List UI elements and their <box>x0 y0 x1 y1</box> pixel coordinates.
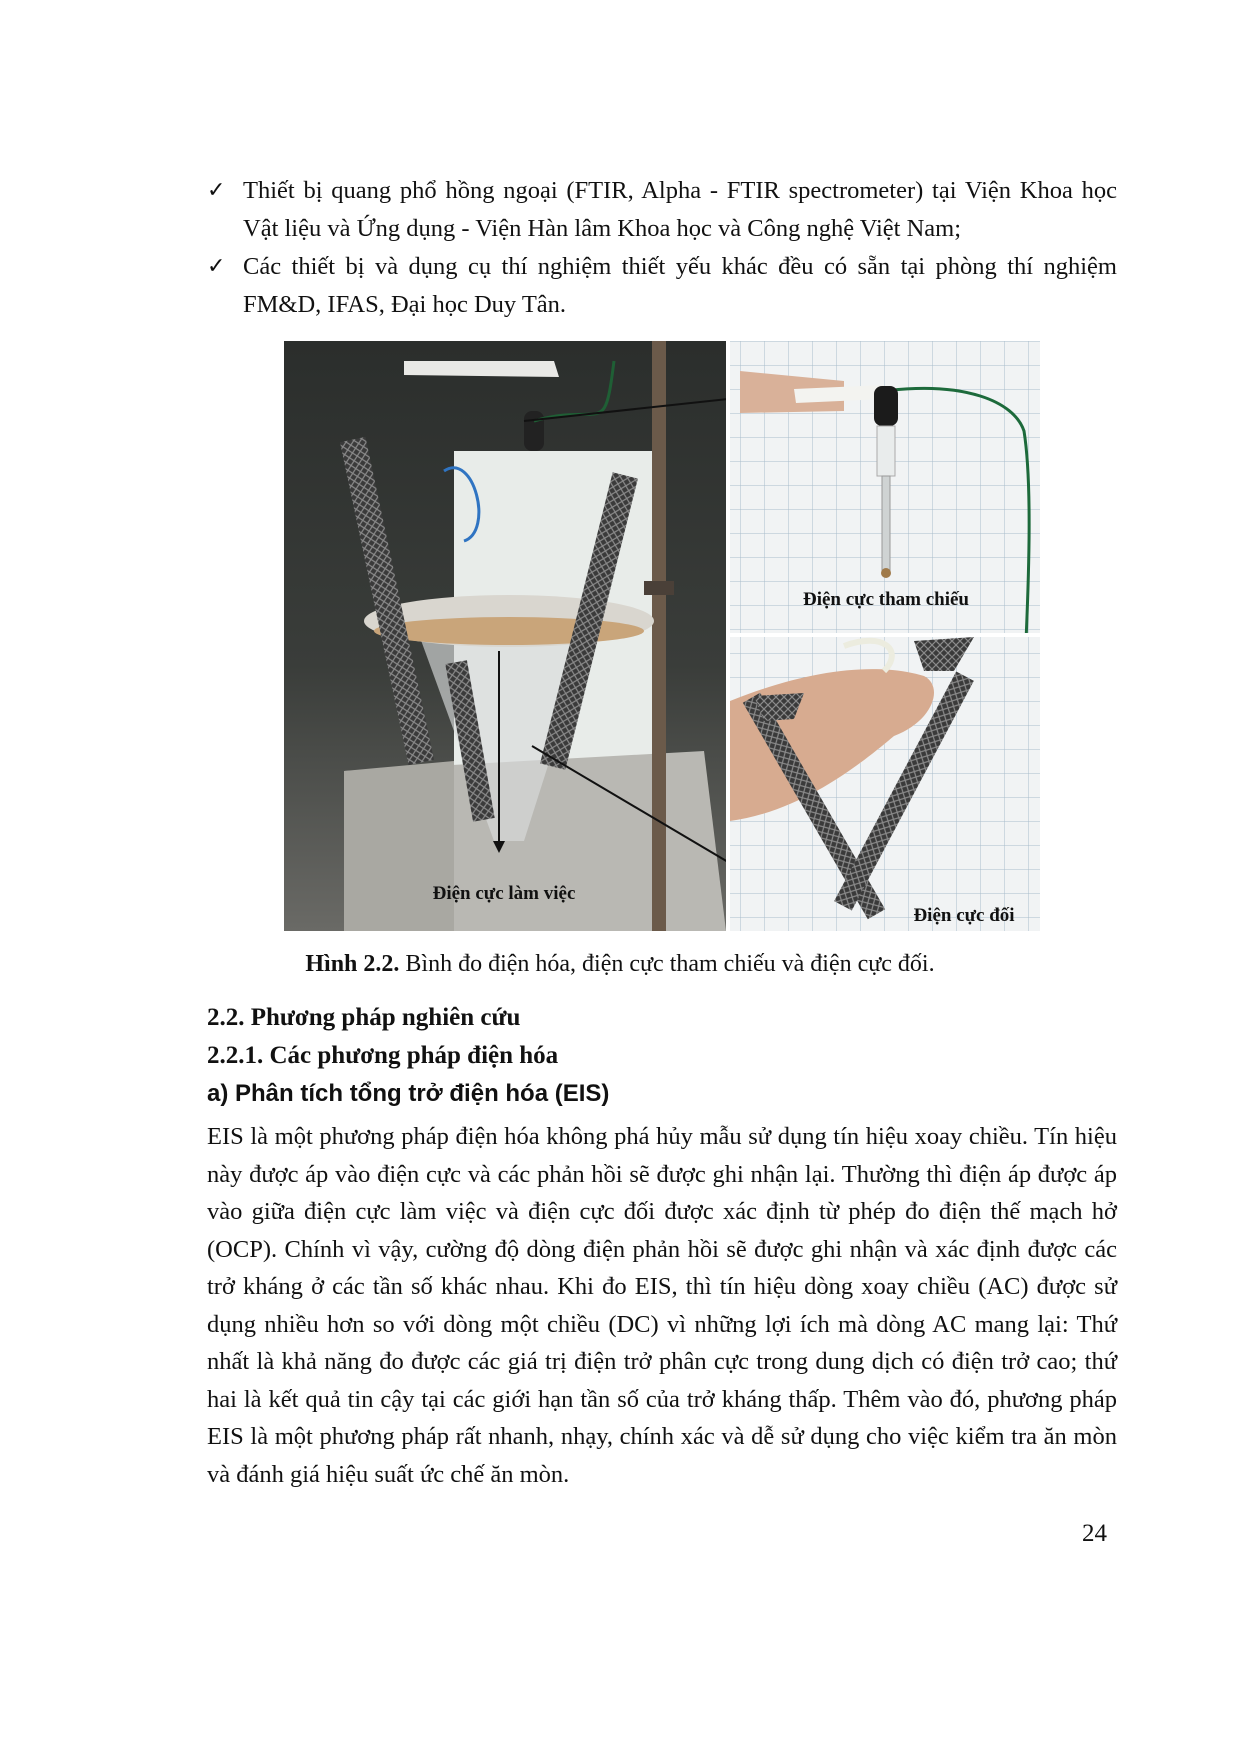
counter-electrode-photo <box>730 637 1040 931</box>
subsubsection-heading: a) Phân tích tổng trở điện hóa (EIS) <box>207 1080 610 1107</box>
figure-caption <box>0 951 1240 978</box>
body-paragraph: EIS là một phương pháp điện hóa không phá hủy mẫu sử dụng tín hiệu xoay chiều. Tín hiệu này được áp vào điện cực và các phản hồi sẽ được ghi nhận lại. Thường thì điện áp được áp vào giữa điện cực làm việc và điện cực đối được xác định từ phép đo điện thế mạch hở (OCP). Chính vì vậy, cường độ dòng điện phản hồi sẽ được ghi nhận và xác định được các trở kháng ở các tần số khác nhau. Khi đo EIS, thì tín hiệu dòng xoay chiều (AC) được sử dụng nhiều hơn so với dòng một chiều (DC) vì những lợi ích mà dòng AC mang lại: Thứ nhất là khả năng đo được các giá trị điện trở phân cực trong dung dịch có điện trở cao; thứ hai là kết quả tin cậy tại các giới hạn tần số của trở kháng thấp. Thêm vào đó, phương pháp EIS là một phương pháp rất nhanh, nhạy, chính xác và dễ sử dụng cho việc kiểm tra ăn mòn và đánh giá hiệu suất ức chế ăn mòn. <box>207 1123 1117 1488</box>
subsection-heading: 2.2.1. Các phương pháp điện hóa <box>207 1042 559 1069</box>
figure-photo-composite <box>284 341 1040 931</box>
bullet-item <box>207 248 1117 324</box>
bullet-list <box>207 172 1117 324</box>
bullet-text: Thiết bị quang phổ hồng ngoại (FTIR, Alpha - FTIR spectrometer) tại Viện Khoa học Vật liệu và Ứng dụng - Viện Hàn lâm Khoa học và Công nghệ Việt Nam; <box>243 177 1117 242</box>
check-icon: ✓ <box>207 254 226 279</box>
caption-text: Bình đo điện hóa, điện cực tham chiếu và điện cực đối. <box>399 951 935 977</box>
bullet-item <box>207 172 1117 248</box>
check-icon: ✓ <box>207 178 226 203</box>
figure-electrochemical-cell <box>284 341 1040 931</box>
label-working-electrode: Điện cực làm việc <box>432 883 576 904</box>
bullet-text: Các thiết bị và dụng cụ thí nghiệm thiết yếu khác đều có sẵn tại phòng thí nghiệm FM&D, IFAS, Đại học Duy Tân. <box>243 253 1117 318</box>
cell-photo <box>284 341 800 931</box>
label-reference-electrode: Điện cực tham chiếu <box>802 589 970 610</box>
page-number: 24 <box>1082 1520 1107 1547</box>
section-heading: 2.2. Phương pháp nghiên cứu <box>207 1004 521 1031</box>
label-counter-electrode: Điện cực đối <box>913 905 1015 926</box>
caption-prefix: Hình 2.2. <box>305 951 400 977</box>
